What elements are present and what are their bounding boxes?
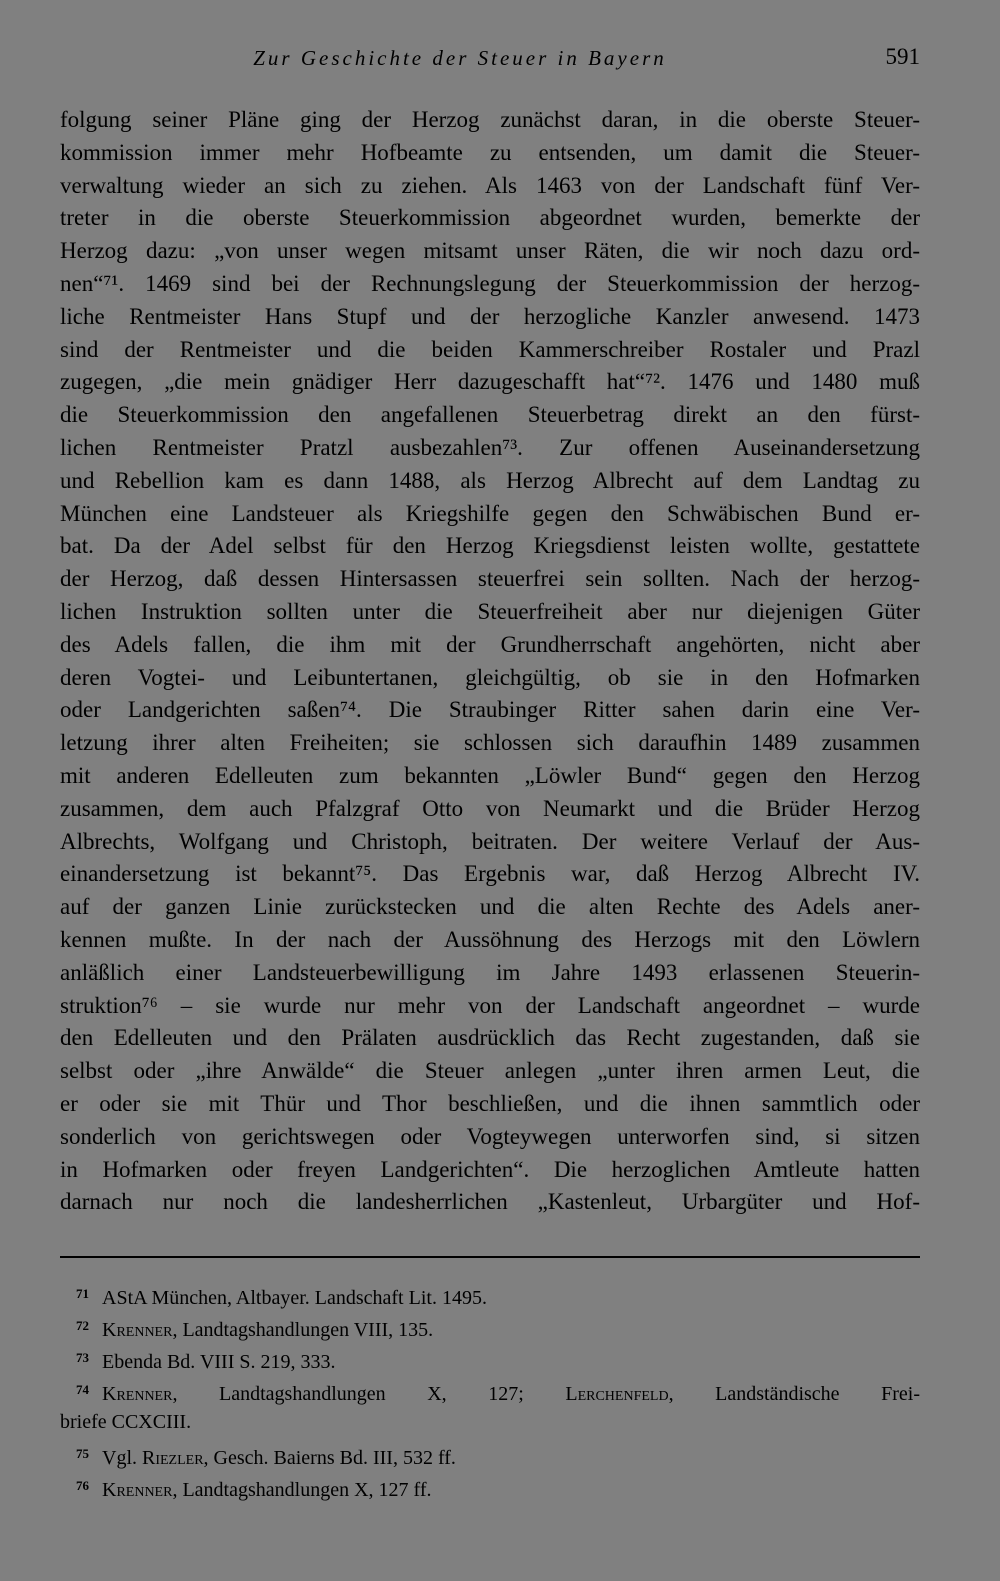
body-line: kommission immer mehr Hofbeamte zu entsenden, um damit die Steuer-	[60, 139, 920, 165]
running-head	[60, 44, 920, 74]
body-line: sonderlich von gerichtswegen oder Vogteywegen unterworfen sind, si sitzen	[60, 1123, 920, 1149]
footnote-number: 76	[76, 1478, 89, 1493]
footnote-number: 71	[76, 1286, 89, 1301]
footnote-text-2: , Landständische Frei-	[668, 1383, 920, 1405]
body-line: nen“⁷¹. 1469 sind bei der Rechnungslegung der Steuerkommission der herzog-	[60, 270, 920, 296]
body-line: Albrechts, Wolfgang und Christoph, beitraten. Der weitere Verlauf der Aus-	[60, 828, 920, 854]
body-line: letzung ihrer alten Freiheiten; sie schlossen sich daraufhin 1489 zusammen	[60, 730, 920, 756]
body-line: selbst oder „ihre Anwälde“ die Steuer anlegen „unter ihren armen Leut, die	[60, 1058, 920, 1084]
footnote-72	[60, 1310, 920, 1342]
footnote-text: Ebenda Bd. VIII S. 219, 333.	[102, 1351, 336, 1373]
body-line: München eine Landsteuer als Kriegshilfe gegen den Schwäbischen Bund er-	[60, 500, 920, 526]
footnote-author-2: Lerchenfeld	[565, 1383, 669, 1405]
footnote-71	[60, 1278, 920, 1310]
body-line: lichen Instruktion sollten unter die Steuerfreiheit aber nur diejenigen Güter	[60, 598, 920, 624]
footnote-74	[60, 1374, 920, 1406]
body-line: mit anderen Edelleuten zum bekannten „Löwler Bund“ gegen den Herzog	[60, 762, 920, 788]
footnote-author: Krenner	[102, 1319, 173, 1341]
body-line: der Herzog, daß dessen Hintersassen steuerfrei sein sollten. Nach der herzog-	[60, 566, 920, 592]
footnote-73	[60, 1342, 920, 1374]
body-line: zugegen, „die mein gnädiger Herr dazugeschafft hat“⁷². 1476 und 1480 muß	[60, 369, 920, 395]
footnote-text: , Gesch. Baierns Bd. III, 532 ff.	[203, 1447, 456, 1469]
body-text	[60, 104, 920, 1219]
footnote-number: 74	[76, 1382, 89, 1397]
footnote-author: Krenner	[102, 1479, 173, 1501]
footnote-rule	[60, 1256, 920, 1258]
body-line: des Adels fallen, die ihm mit der Grundherrschaft angehörten, nicht aber	[60, 631, 920, 657]
page-number: 591	[885, 44, 920, 69]
body-line: deren Vogtei- und Leibuntertanen, gleichgültig, ob sie in den Hofmarken	[60, 664, 920, 690]
footnote-text: , Landtagshandlungen X, 127 ff.	[172, 1479, 432, 1501]
body-line: verwaltung wieder an sich zu ziehen. Als 1463 von der Landschaft fünf Ver-	[60, 172, 920, 198]
body-line: einandersetzung ist bekannt⁷⁵. Das Ergebnis war, daß Herzog Albrecht IV.	[60, 861, 920, 887]
body-line: und Rebellion kam es dann 1488, als Herzog Albrecht auf dem Landtag zu	[60, 467, 920, 493]
body-line: den Edelleuten und den Prälaten ausdrücklich das Recht zugestanden, daß sie	[60, 1025, 920, 1051]
body-line: auf der ganzen Linie zurückstecken und die alten Rechte des Adels aner-	[60, 894, 920, 920]
footnote-author: Riezler	[142, 1447, 204, 1469]
footnote-74-continuation: briefe CCXCIII.	[60, 1411, 192, 1433]
footnote-text: , Landtagshandlungen X, 127;	[172, 1383, 566, 1405]
footnote-76	[60, 1470, 920, 1502]
body-line: zusammen, dem auch Pfalzgraf Otto von Neumarkt und die Brüder Herzog	[60, 795, 920, 821]
footnote-text: AStA München, Altbayer. Landschaft Lit. 1495.	[102, 1287, 487, 1309]
footnote-prefix: Vgl.	[102, 1447, 142, 1469]
body-line: Herzog dazu: „von unser wegen mitsamt unser Räten, die wir noch dazu ord-	[60, 238, 920, 264]
footnote-number: 72	[76, 1318, 89, 1333]
body-line: liche Rentmeister Hans Stupf und der herzogliche Kanzler anwesend. 1473	[60, 303, 920, 329]
body-line: bat. Da der Adel selbst für den Herzog Kriegsdienst leisten wollte, gestattete	[60, 533, 920, 559]
footnote-text: , Landtagshandlungen VIII, 135.	[172, 1319, 434, 1341]
body-line: treter in die oberste Steuerkommission abgeordnet wurden, bemerkte der	[60, 205, 920, 231]
body-line: darnach nur noch die landesherrlichen „Kastenleut, Urbargüter und Hof-	[60, 1189, 920, 1215]
body-line: in Hofmarken oder freyen Landgerichten“. Die herzoglichen Amtleute hatten	[60, 1156, 920, 1182]
running-title: Zur Geschichte der Steuer in Bayern	[253, 46, 667, 70]
body-line: sind der Rentmeister und die beiden Kammerschreiber Rostaler und Prazl	[60, 336, 920, 362]
body-line: er oder sie mit Thür und Thor beschließen, und die ihnen sammtlich oder	[60, 1090, 920, 1116]
body-line: kennen mußte. In der nach der Aussöhnung des Herzogs mit den Löwlern	[60, 926, 920, 952]
body-line: die Steuerkommission den angefallenen Steuerbetrag direkt an den fürst-	[60, 402, 920, 428]
footnote-number: 73	[76, 1350, 89, 1365]
body-line: anläßlich einer Landsteuerbewilligung im Jahre 1493 erlassenen Steuerin-	[60, 959, 920, 985]
footnotes	[60, 1278, 920, 1502]
body-line: lichen Rentmeister Pratzl ausbezahlen⁷³. Zur offenen Auseinandersetzung	[60, 434, 920, 460]
footnote-75	[60, 1438, 920, 1470]
footnote-number: 75	[76, 1446, 89, 1461]
body-line: folgung seiner Pläne ging der Herzog zunächst daran, in die oberste Steuer-	[60, 107, 920, 132]
body-line: oder Landgerichten saßen⁷⁴. Die Straubinger Ritter sahen darin eine Ver-	[60, 697, 920, 723]
footnote-author: Krenner	[102, 1383, 173, 1405]
body-line: struktion⁷⁶ – sie wurde nur mehr von der Landschaft angeordnet – wurde	[60, 992, 920, 1018]
